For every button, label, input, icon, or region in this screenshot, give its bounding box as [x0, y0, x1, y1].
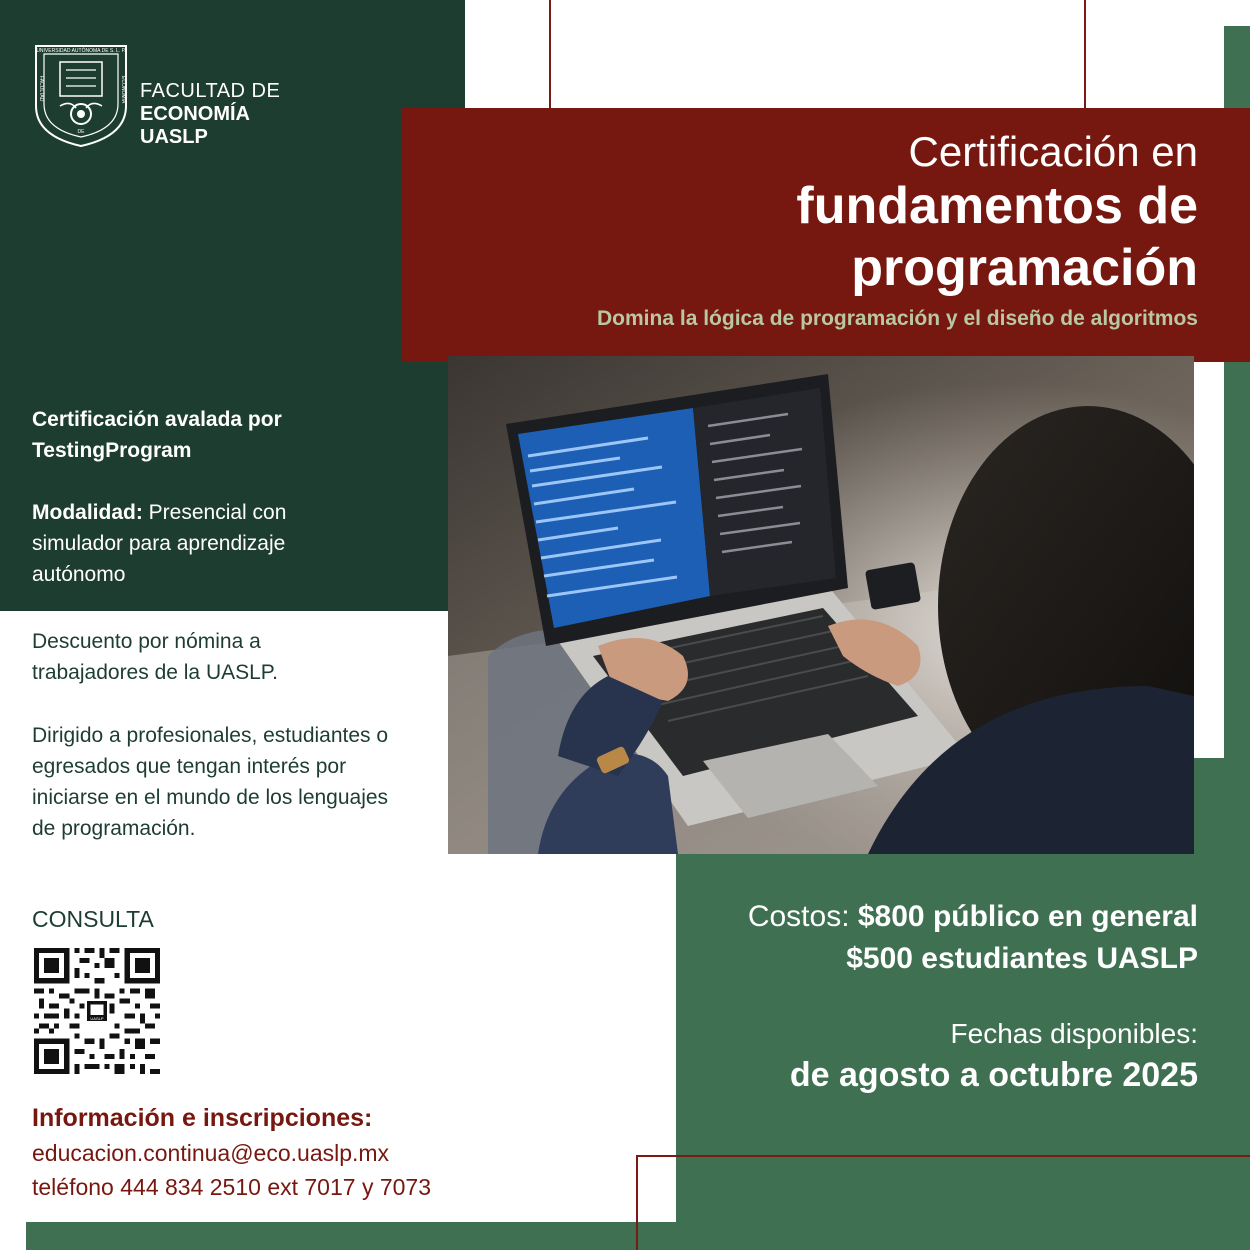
qr-center-label [90, 1016, 103, 1021]
certification-endorsement [32, 404, 452, 466]
dates-value: de agosto a octubre 2025 [789, 1056, 1198, 1094]
cert-aval-line2: TestingProgram [32, 439, 192, 462]
cost-public [748, 900, 1198, 934]
deco-line [1084, 0, 1086, 108]
modality-text: Presencial con simulador para aprendizaje autónomo [32, 501, 287, 586]
cert-aval-line1: Certificación avalada por [32, 408, 282, 431]
cost-public-value: $800 público en general [857, 900, 1198, 933]
consulta-label: CONSULTA [32, 906, 154, 932]
deco-line [549, 0, 551, 108]
faculty-name-line3: UASLP [140, 126, 208, 148]
contact-email[interactable]: educacion.continua@eco.uaslp.mx [32, 1140, 390, 1166]
seal-text-left: FACULTAD [38, 76, 44, 102]
title-line3: programación [851, 239, 1198, 297]
faculty-name-line2: ECONOMÍA [140, 103, 250, 125]
seal-text-bottom: DE [77, 129, 85, 135]
cost-students: $500 estudiantes UASLP [846, 942, 1198, 975]
faculty-name [140, 80, 280, 149]
subtitle: Domina la lógica de programación y el diseño de algoritmos [597, 307, 1198, 330]
modality [32, 497, 362, 590]
qr-code[interactable] [34, 948, 160, 1074]
title-line2: fundamentos de [796, 177, 1198, 235]
uaslp-seal-logo [30, 36, 132, 148]
deco-line [636, 1155, 638, 1250]
faculty-name-line1: FACULTAD DE [140, 80, 281, 102]
deco-line [636, 1155, 1250, 1157]
info-title: Información e inscripciones: [32, 1104, 373, 1132]
cost-label: Costos: [747, 900, 858, 933]
seal-text-top: UNIVERSIDAD AUTÓNOMA DE S. L. P. [36, 48, 126, 54]
bottom-green-band [26, 1222, 1226, 1250]
target-audience: Dirigido a profesionales, estudiantes o egresados que tengan interés por iniciarse en el mundo de los lenguajes de programación. [32, 724, 389, 840]
payroll-discount: Descuento por nómina a trabajadores de la UASLP. [32, 630, 278, 684]
seal-text-right: ECONOMÍA [120, 76, 126, 104]
modality-label: Modalidad: [32, 501, 143, 524]
title-line1: Certificación en [908, 128, 1198, 175]
contact-phone: teléfono 444 834 2510 ext 7017 y 7073 [32, 1174, 432, 1200]
dates-label: Fechas disponibles: [950, 1018, 1198, 1049]
laptop-photo [448, 356, 1194, 854]
